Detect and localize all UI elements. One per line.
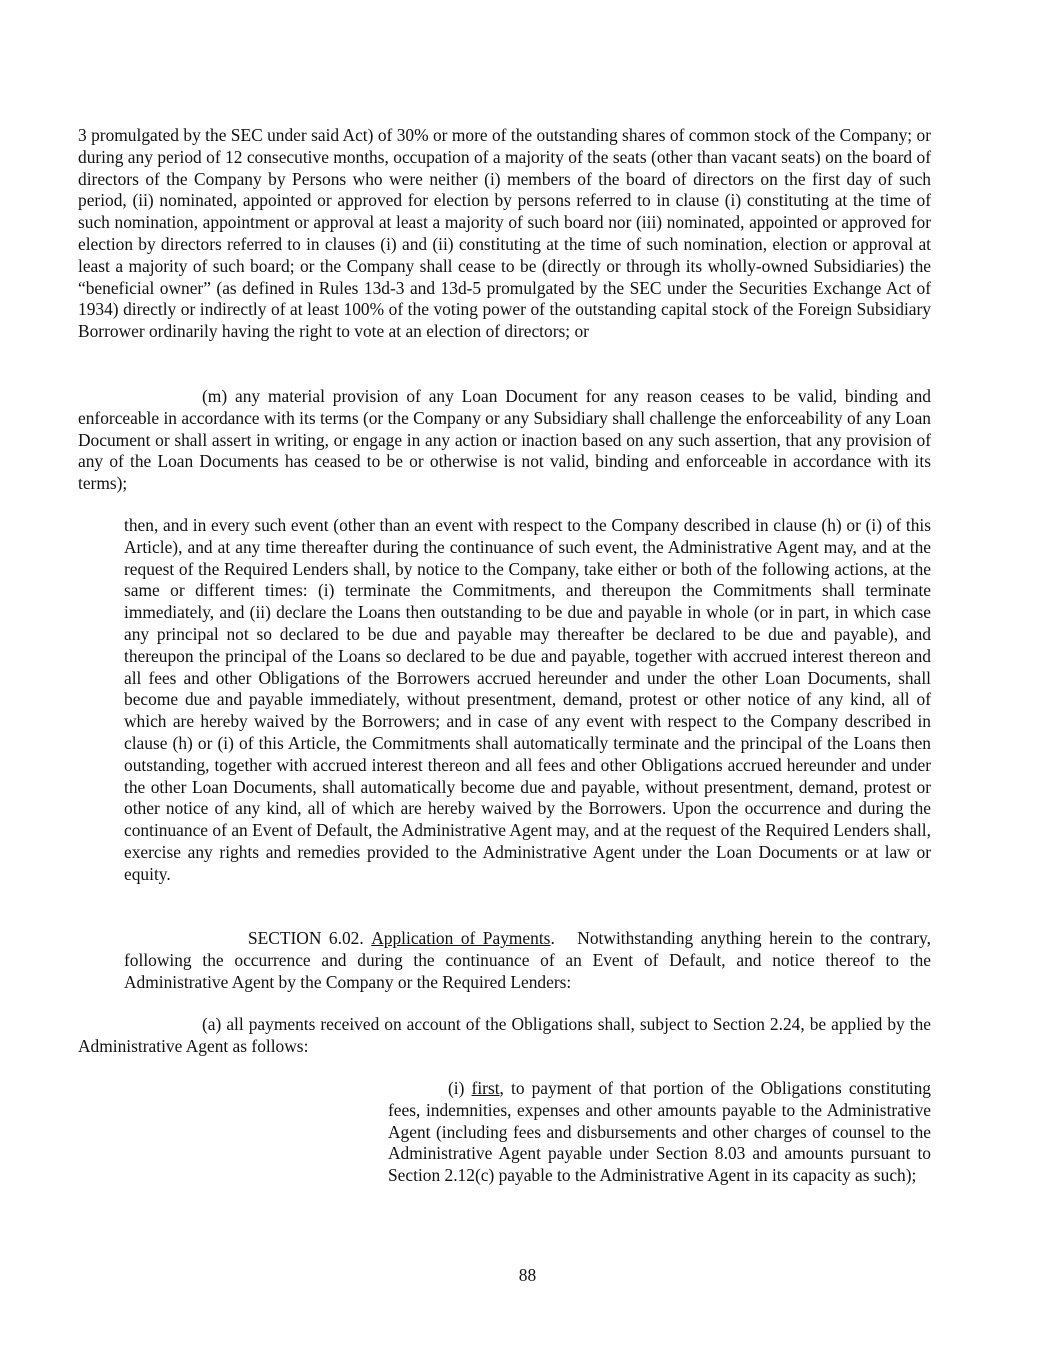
- section-title: Application of Payments: [371, 928, 551, 948]
- paragraph-subclause-i: [388, 1078, 931, 1187]
- paragraph-clause-m: (m) any material provision of any Loan Document for any reason ceases to be valid, binding and enforceable in accordance with its terms (or the Company or any Subsidiary shall challenge the enforceability of any Loan Document or shall assert in writing, or engage in any action or inaction based on any such assertion, that any provision of any of the Loan Documents has ceased to be or otherwise is not valid, binding and enforceable in accordance with its terms);: [78, 386, 931, 494]
- page-number: 88: [518, 1265, 537, 1285]
- section-6-02-paragraph: [124, 928, 931, 993]
- subclause-label: (i): [448, 1078, 465, 1098]
- paragraph-clause-a: (a) all payments received on account of the Obligations shall, subject to Section 2.24, be applied by the Administrative Agent as follows:: [78, 1014, 931, 1056]
- section-title-period: .: [550, 928, 555, 948]
- paragraph-change-of-control-continuation: 3 promulgated by the SEC under said Act) of 30% or more of the outstanding shares of common stock of the Company; or during any period of 12 consecutive months, occupation of a majority of the seats (other than vacant seats) on the board of directors of the Company by Persons who were neither (i) members of the board of directors on the first day of such period, (ii) nominated, appointed or approved for election by persons referred to in clause (i) constituting at the time of such nomination, appointment or approval at least a majority of such board nor (iii) nominated, appointed or approved for election by directors referred to in clauses (i) and (ii) constituting at the time of such nomination, election or approval at least a majority of such board; or the Company shall cease to be (directly or through its wholly-owned Subsidiaries) the “beneficial owner” (as defined in Rules 13d-3 and 13d-5 promulgated by the SEC under the Securities Exchange Act of 1934) directly or indirectly of at least 100% of the voting power of the outstanding capital stock of the Foreign Subsidiary Borrower ordinarily having the right to vote at an election of directors; or: [78, 125, 931, 342]
- subclause-text: , to payment of that portion of the Obligations constituting fees, indemnities, expenses and other amounts payable to the Administrative Agent (including fees and disbursements and other charges of counsel to the Administrative Agent payable under Section 8.03 and amounts pursuant to Section 2.12(c) payable to the Administrative Agent in its capacity as such);: [388, 1078, 931, 1186]
- section-number: SECTION 6.02.: [248, 928, 364, 948]
- section-body: Notwithstanding anything herein to the contrary, following the occurrence and during the continuance of an Event of Default, and notice thereof to the Administrative Agent by the Company or the Required Lenders:: [124, 928, 931, 992]
- paragraph-remedies: then, and in every such event (other than an event with respect to the Company described in clause (h) or (i) of this Article), and at any time thereafter during the continuance of such event, the Administrative Agent may, and at the request of the Required Lenders shall, by notice to the Company, take either or both of the following actions, at the same or different times: (i) terminate the Commitments, and thereupon the Commitments shall terminate immediately, and (ii) declare the Loans then outstanding to be due and payable in whole (or in part, in which case any principal not so declared to be due and payable may thereafter be declared to be due and payable), and thereupon the principal of the Loans so declared to be due and payable, together with accrued interest thereon and all fees and other Obligations of the Borrowers accrued hereunder and under the other Loan Documents, shall become due and payable immediately, without presentment, demand, protest or other notice of any kind, all of which are hereby waived by the Borrowers; and in case of any event with respect to the Company described in clause (h) or (i) of this Article, the Commitments shall automatically terminate and the principal of the Loans then outstanding, together with accrued interest thereon and all fees and other Obligations accrued hereunder and under the other Loan Documents, shall automatically become due and payable, without presentment, demand, protest or other notice of any kind, all of which are hereby waived by the Borrowers. Upon the occurrence and during the continuance of an Event of Default, the Administrative Agent may, and at the request of the Required Lenders shall, exercise any rights and remedies provided to the Administrative Agent under the Loan Documents or at law or equity.: [124, 515, 931, 884]
- subclause-ordinal: first: [471, 1078, 500, 1098]
